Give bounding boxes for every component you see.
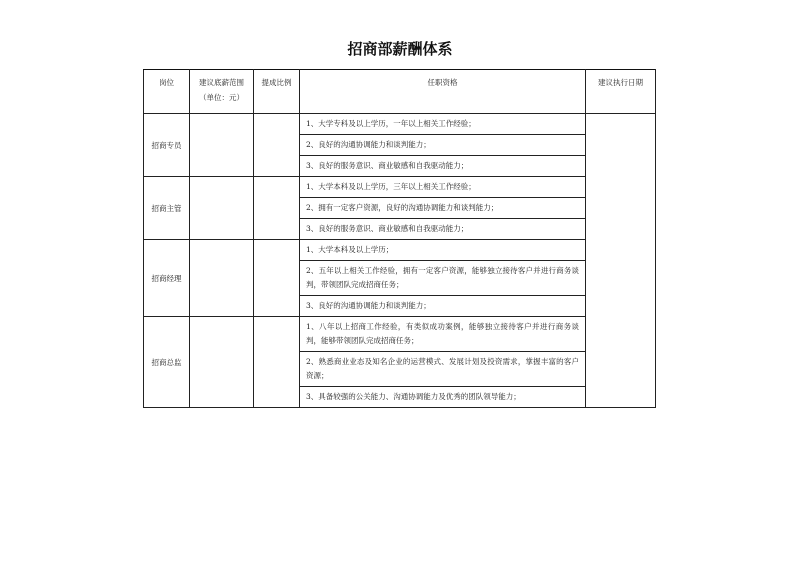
- requirements-cell: [300, 317, 586, 408]
- header-commission: 提成比例: [254, 70, 300, 114]
- header-row: [144, 70, 656, 114]
- table-row: [144, 177, 656, 240]
- commission-cell: [254, 177, 300, 240]
- requirements-cell: [300, 177, 586, 240]
- requirement-item: 3、良好的沟通协调能力和谈判能力；: [306, 301, 431, 310]
- position-cell: 招商专员: [144, 114, 190, 177]
- header-base-salary: [190, 70, 254, 114]
- salary-table: [143, 69, 656, 408]
- header-position: 岗位: [144, 70, 190, 114]
- requirement-item: 1、大学本科及以上学历；: [300, 240, 585, 261]
- table-row: [144, 114, 656, 177]
- position-cell: 招商经理: [144, 240, 190, 317]
- base-salary-cell: [190, 240, 254, 317]
- base-salary-cell: [190, 317, 254, 408]
- commission-cell: [254, 114, 300, 177]
- requirements-cell: [300, 240, 586, 317]
- commission-cell: [254, 240, 300, 317]
- table-row: [144, 240, 656, 317]
- requirement-item: 1、八年以上招商工作经验，有类似成功案例，能够独立接待客户并进行商务谈判，能够带领团队完成招商任务；: [300, 317, 585, 352]
- header-execution-date: 建议执行日期: [586, 70, 656, 114]
- base-salary-cell: [190, 114, 254, 177]
- document-title: 招商部薪酬体系: [347, 40, 453, 58]
- requirement-item: 2、五年以上相关工作经验，拥有一定客户资源，能够独立接待客户并进行商务谈判，带领团队完成招商任务；: [300, 261, 585, 296]
- requirement-item: 2、良好的沟通协调能力和谈判能力；: [300, 135, 585, 156]
- requirements-cell: [300, 114, 586, 177]
- header-qualifications: 任职资格: [300, 70, 586, 114]
- position-cell: 招商总监: [144, 317, 190, 408]
- requirement-item: 3、良好的服务意识、商业敏感和自我驱动能力；: [306, 161, 469, 170]
- requirement-item: 3、具备较强的公关能力、沟通协调能力及优秀的团队领导能力；: [306, 392, 521, 401]
- base-salary-cell: [190, 177, 254, 240]
- table-row: [144, 317, 656, 408]
- header-base-salary-line2: （单位：元）: [199, 93, 244, 102]
- position-cell: 招商主管: [144, 177, 190, 240]
- commission-cell: [254, 317, 300, 408]
- requirement-item: 2、拥有一定客户资源，良好的沟通协调能力和谈判能力；: [300, 198, 585, 219]
- requirement-item: 1、大学专科及以上学历，一年以上相关工作经验；: [300, 114, 585, 135]
- requirement-item: 2、熟悉商业业态及知名企业的运营模式、发展计划及投资需求，掌握丰富的客户资源；: [300, 352, 585, 387]
- requirement-item: 3、良好的服务意识、商业敏感和自我驱动能力；: [306, 224, 469, 233]
- execution-date-cell: [586, 114, 656, 408]
- header-base-salary-line1: 建议底薪范围: [199, 78, 244, 87]
- requirement-item: 1、大学本科及以上学历，三年以上相关工作经验；: [300, 177, 585, 198]
